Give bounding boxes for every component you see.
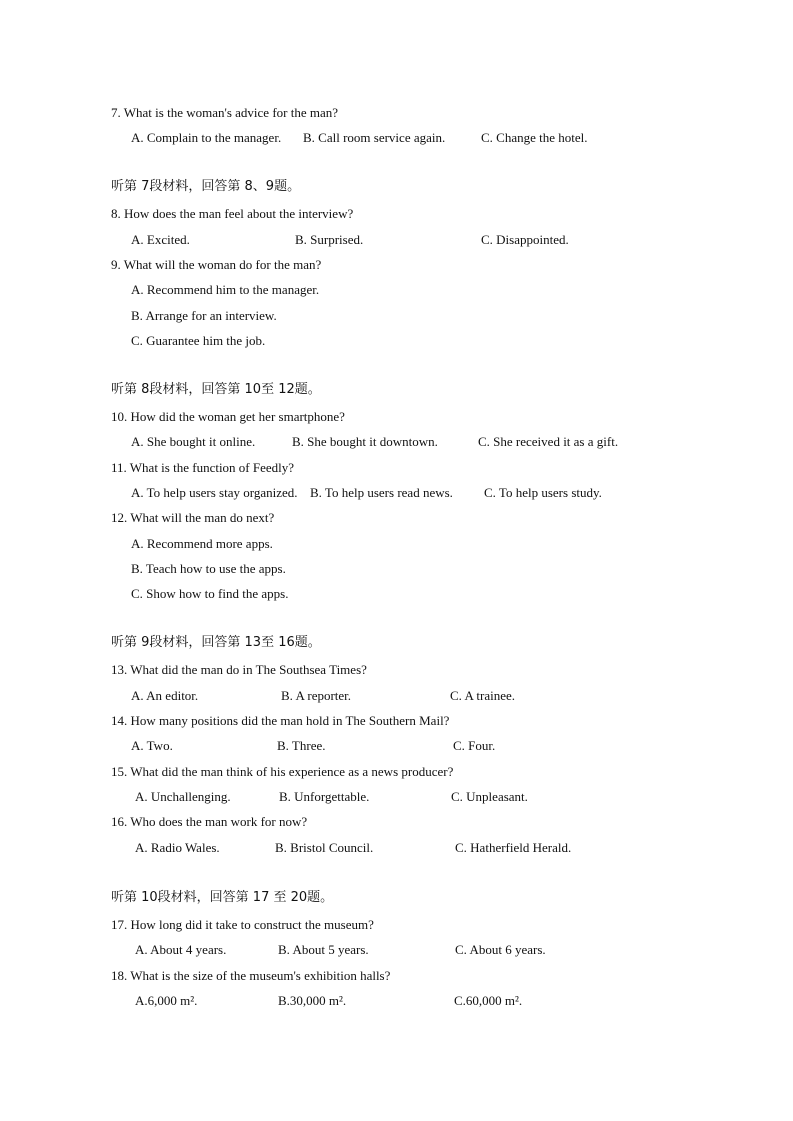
q8-option-a: A. Excited. (131, 232, 190, 247)
section-8-heading: 听第 8段材料，回答第 10至 12题。 (111, 382, 321, 397)
q10-option-a: A. She bought it online. (131, 434, 256, 449)
q7-option-c: C. Change the hotel. (481, 130, 588, 145)
q18-option-c: C.60,000 m². (454, 993, 523, 1008)
q10-option-c: C. She received it as a gift. (478, 434, 619, 449)
q9-option-a: A. Recommend him to the manager. (131, 282, 320, 297)
q17-option-b: B. About 5 years. (278, 942, 369, 957)
q15-option-a: A. Unchallenging. (135, 789, 231, 804)
question-11: 11. What is the function of Feedly? (111, 460, 295, 475)
q12-option-c: C. Show how to find the apps. (131, 586, 289, 601)
q18-option-a: A.6,000 m². (135, 993, 198, 1008)
q10-option-b: B. She bought it downtown. (292, 434, 438, 449)
q9-option-b: B. Arrange for an interview. (131, 308, 277, 323)
q15-option-b: B. Unforgettable. (279, 789, 370, 804)
q15-option-c: C. Unpleasant. (451, 789, 528, 804)
question-16: 16. Who does the man work for now? (111, 814, 308, 829)
q17-option-a: A. About 4 years. (135, 942, 227, 957)
section-7-heading: 听第 7段材料，回答第 8、9题。 (111, 179, 301, 194)
q14-option-b: B. Three. (277, 738, 326, 753)
q17-option-c: C. About 6 years. (455, 942, 546, 957)
q12-option-a: A. Recommend more apps. (131, 536, 273, 551)
q13-option-a: A. An editor. (131, 688, 199, 703)
q7-option-b: B. Call room service again. (303, 130, 446, 145)
question-8: 8. How does the man feel about the interview? (111, 206, 354, 221)
q14-option-a: A. Two. (131, 738, 173, 753)
q12-option-b: B. Teach how to use the apps. (131, 561, 286, 576)
q16-option-b: B. Bristol Council. (275, 840, 374, 855)
question-10: 10. How did the woman get her smartphone? (111, 409, 345, 424)
q18-option-b: B.30,000 m². (278, 993, 347, 1008)
q16-option-a: A. Radio Wales. (135, 840, 220, 855)
question-12: 12. What will the man do next? (111, 510, 275, 525)
question-17: 17. How long did it take to construct the museum? (111, 917, 374, 932)
q11-option-b: B. To help users read news. (310, 485, 453, 500)
question-7: 7. What is the woman's advice for the man? (111, 105, 339, 120)
q11-option-a: A. To help users stay organized. (131, 485, 298, 500)
question-13: 13. What did the man do in The Southsea Times? (111, 662, 367, 677)
section-9-heading: 听第 9段材料，回答第 13至 16题。 (111, 635, 321, 650)
q13-option-c: C. A trainee. (450, 688, 515, 703)
question-18: 18. What is the size of the museum's exhibition halls? (111, 968, 391, 983)
section-10-heading: 听第 10段材料，回答第 17 至 20题。 (111, 890, 334, 905)
q9-option-c: C. Guarantee him the job. (131, 333, 266, 348)
question-14: 14. How many positions did the man hold in The Southern Mail? (111, 713, 450, 728)
q7-option-a: A. Complain to the manager. (131, 130, 282, 145)
question-9: 9. What will the woman do for the man? (111, 257, 322, 272)
q13-option-b: B. A reporter. (281, 688, 352, 703)
q11-option-c: C. To help users study. (484, 485, 602, 500)
q8-option-c: C. Disappointed. (481, 232, 569, 247)
q16-option-c: C. Hatherfield Herald. (455, 840, 572, 855)
q8-option-b: B. Surprised. (295, 232, 364, 247)
question-15: 15. What did the man think of his experience as a news producer? (111, 764, 454, 779)
q14-option-c: C. Four. (453, 738, 496, 753)
